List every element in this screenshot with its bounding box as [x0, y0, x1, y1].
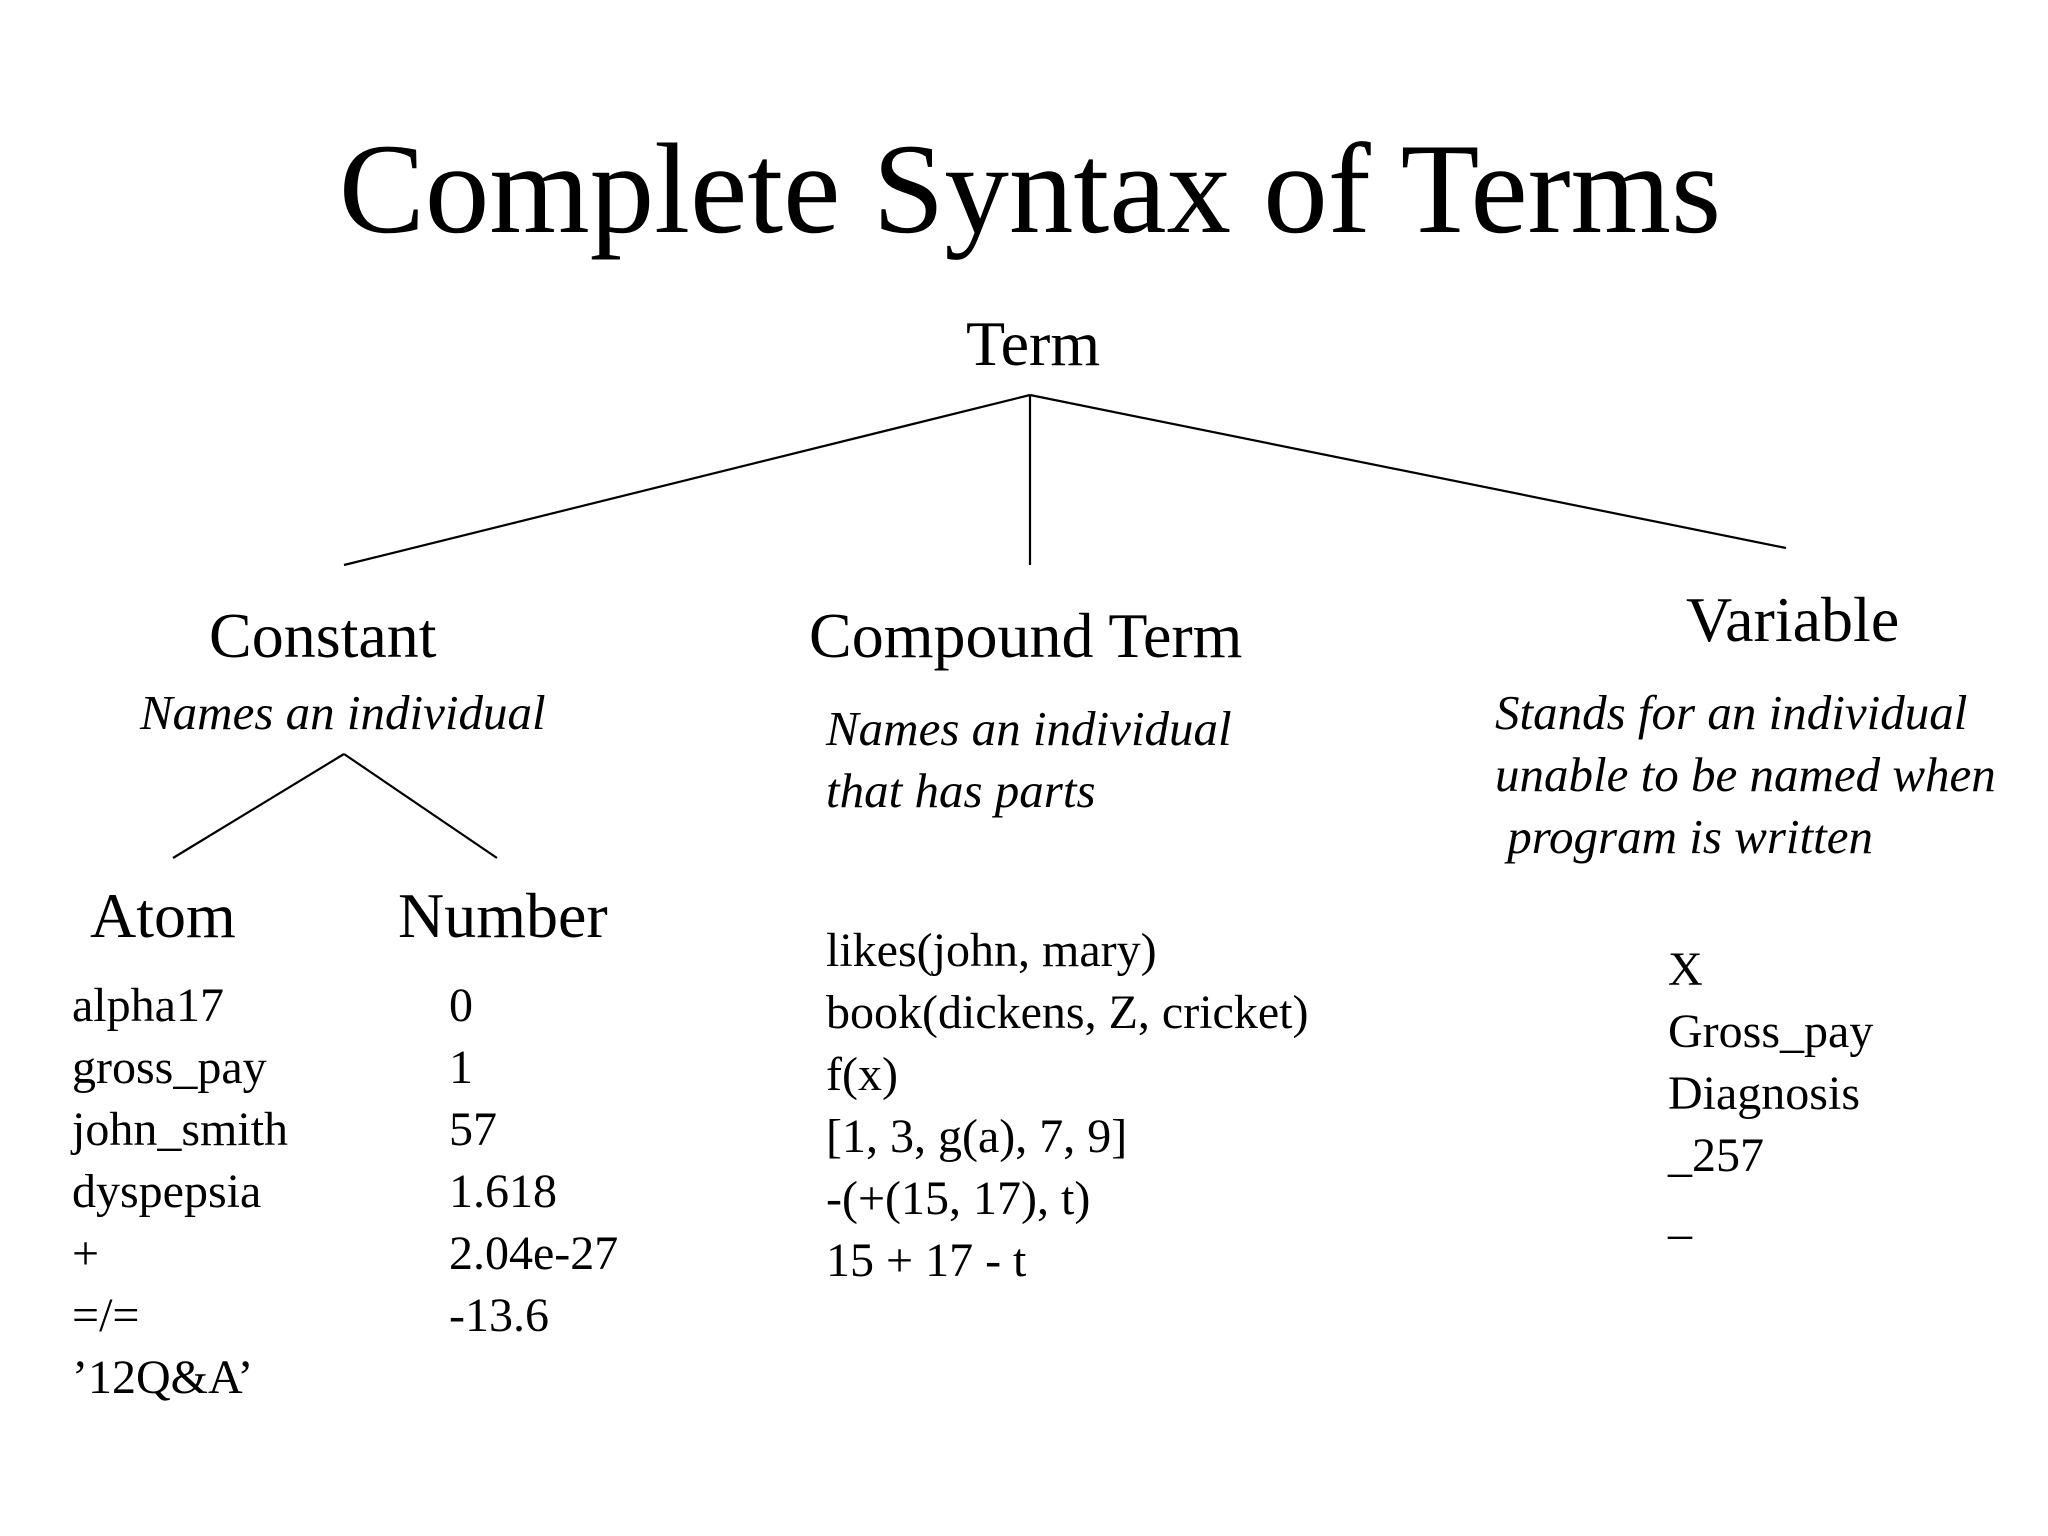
- list-item: likes(john, mary): [826, 924, 1157, 977]
- edge-constant-number: [344, 754, 497, 858]
- list-item: -(+(15, 17), t): [826, 1172, 1091, 1225]
- list-item: alpha17: [72, 979, 224, 1032]
- list-item: _: [1668, 1191, 1692, 1244]
- list-item: john_smith: [72, 1103, 289, 1156]
- list-item: =/=: [72, 1289, 140, 1342]
- edge-term-constant: [344, 395, 1030, 565]
- constant-description-line: Names an individual: [140, 685, 546, 740]
- constant-description: [140, 682, 546, 744]
- list-item: 2.04e-27: [449, 1227, 619, 1280]
- list-item: Gross_pay: [1668, 1005, 1874, 1058]
- edge-constant-atom: [173, 754, 344, 858]
- list-item: X: [1668, 943, 1703, 996]
- variable-description: [1495, 682, 1996, 868]
- list-item: f(x): [826, 1048, 898, 1101]
- edge-term-variable: [1030, 395, 1786, 548]
- list-item: _257: [1668, 1129, 1764, 1182]
- node-compound-term: Compound Term: [809, 600, 1243, 671]
- list-item: 15 + 17 - t: [826, 1234, 1027, 1287]
- list-item: Diagnosis: [1668, 1067, 1860, 1120]
- list-item: gross_pay: [72, 1041, 267, 1094]
- compound-examples: [826, 920, 1308, 1292]
- compound-description-line: that has parts: [826, 763, 1096, 818]
- list-item: 1.618: [449, 1165, 557, 1218]
- list-item: +: [72, 1227, 100, 1280]
- list-item: ’12Q&A’: [72, 1351, 254, 1404]
- node-term: Term: [966, 308, 1101, 379]
- node-number: Number: [398, 880, 608, 951]
- variable-description-line: unable to be named when: [1495, 747, 1996, 802]
- node-atom: Atom: [90, 880, 236, 951]
- variable-description-line: Stands for an individual: [1495, 685, 1968, 740]
- page-title: Complete Syntax of Terms: [338, 117, 1722, 260]
- variable-description-line: program is written: [1495, 809, 1873, 864]
- list-item: book(dickens, Z, cricket): [826, 986, 1309, 1039]
- list-item: 1: [449, 1041, 473, 1094]
- list-item: [1, 3, g(a), 7, 9]: [826, 1110, 1128, 1163]
- node-constant: Constant: [209, 600, 437, 671]
- number-examples: [449, 975, 618, 1347]
- list-item: dyspepsia: [72, 1165, 262, 1218]
- atom-examples: [72, 975, 288, 1409]
- list-item: 0: [449, 979, 473, 1032]
- list-item: -13.6: [449, 1289, 549, 1342]
- node-variable: Variable: [1686, 584, 1900, 655]
- compound-description: [826, 698, 1232, 822]
- list-item: 57: [449, 1103, 497, 1156]
- variable-examples: [1668, 939, 1873, 1249]
- compound-description-line: Names an individual: [826, 701, 1232, 756]
